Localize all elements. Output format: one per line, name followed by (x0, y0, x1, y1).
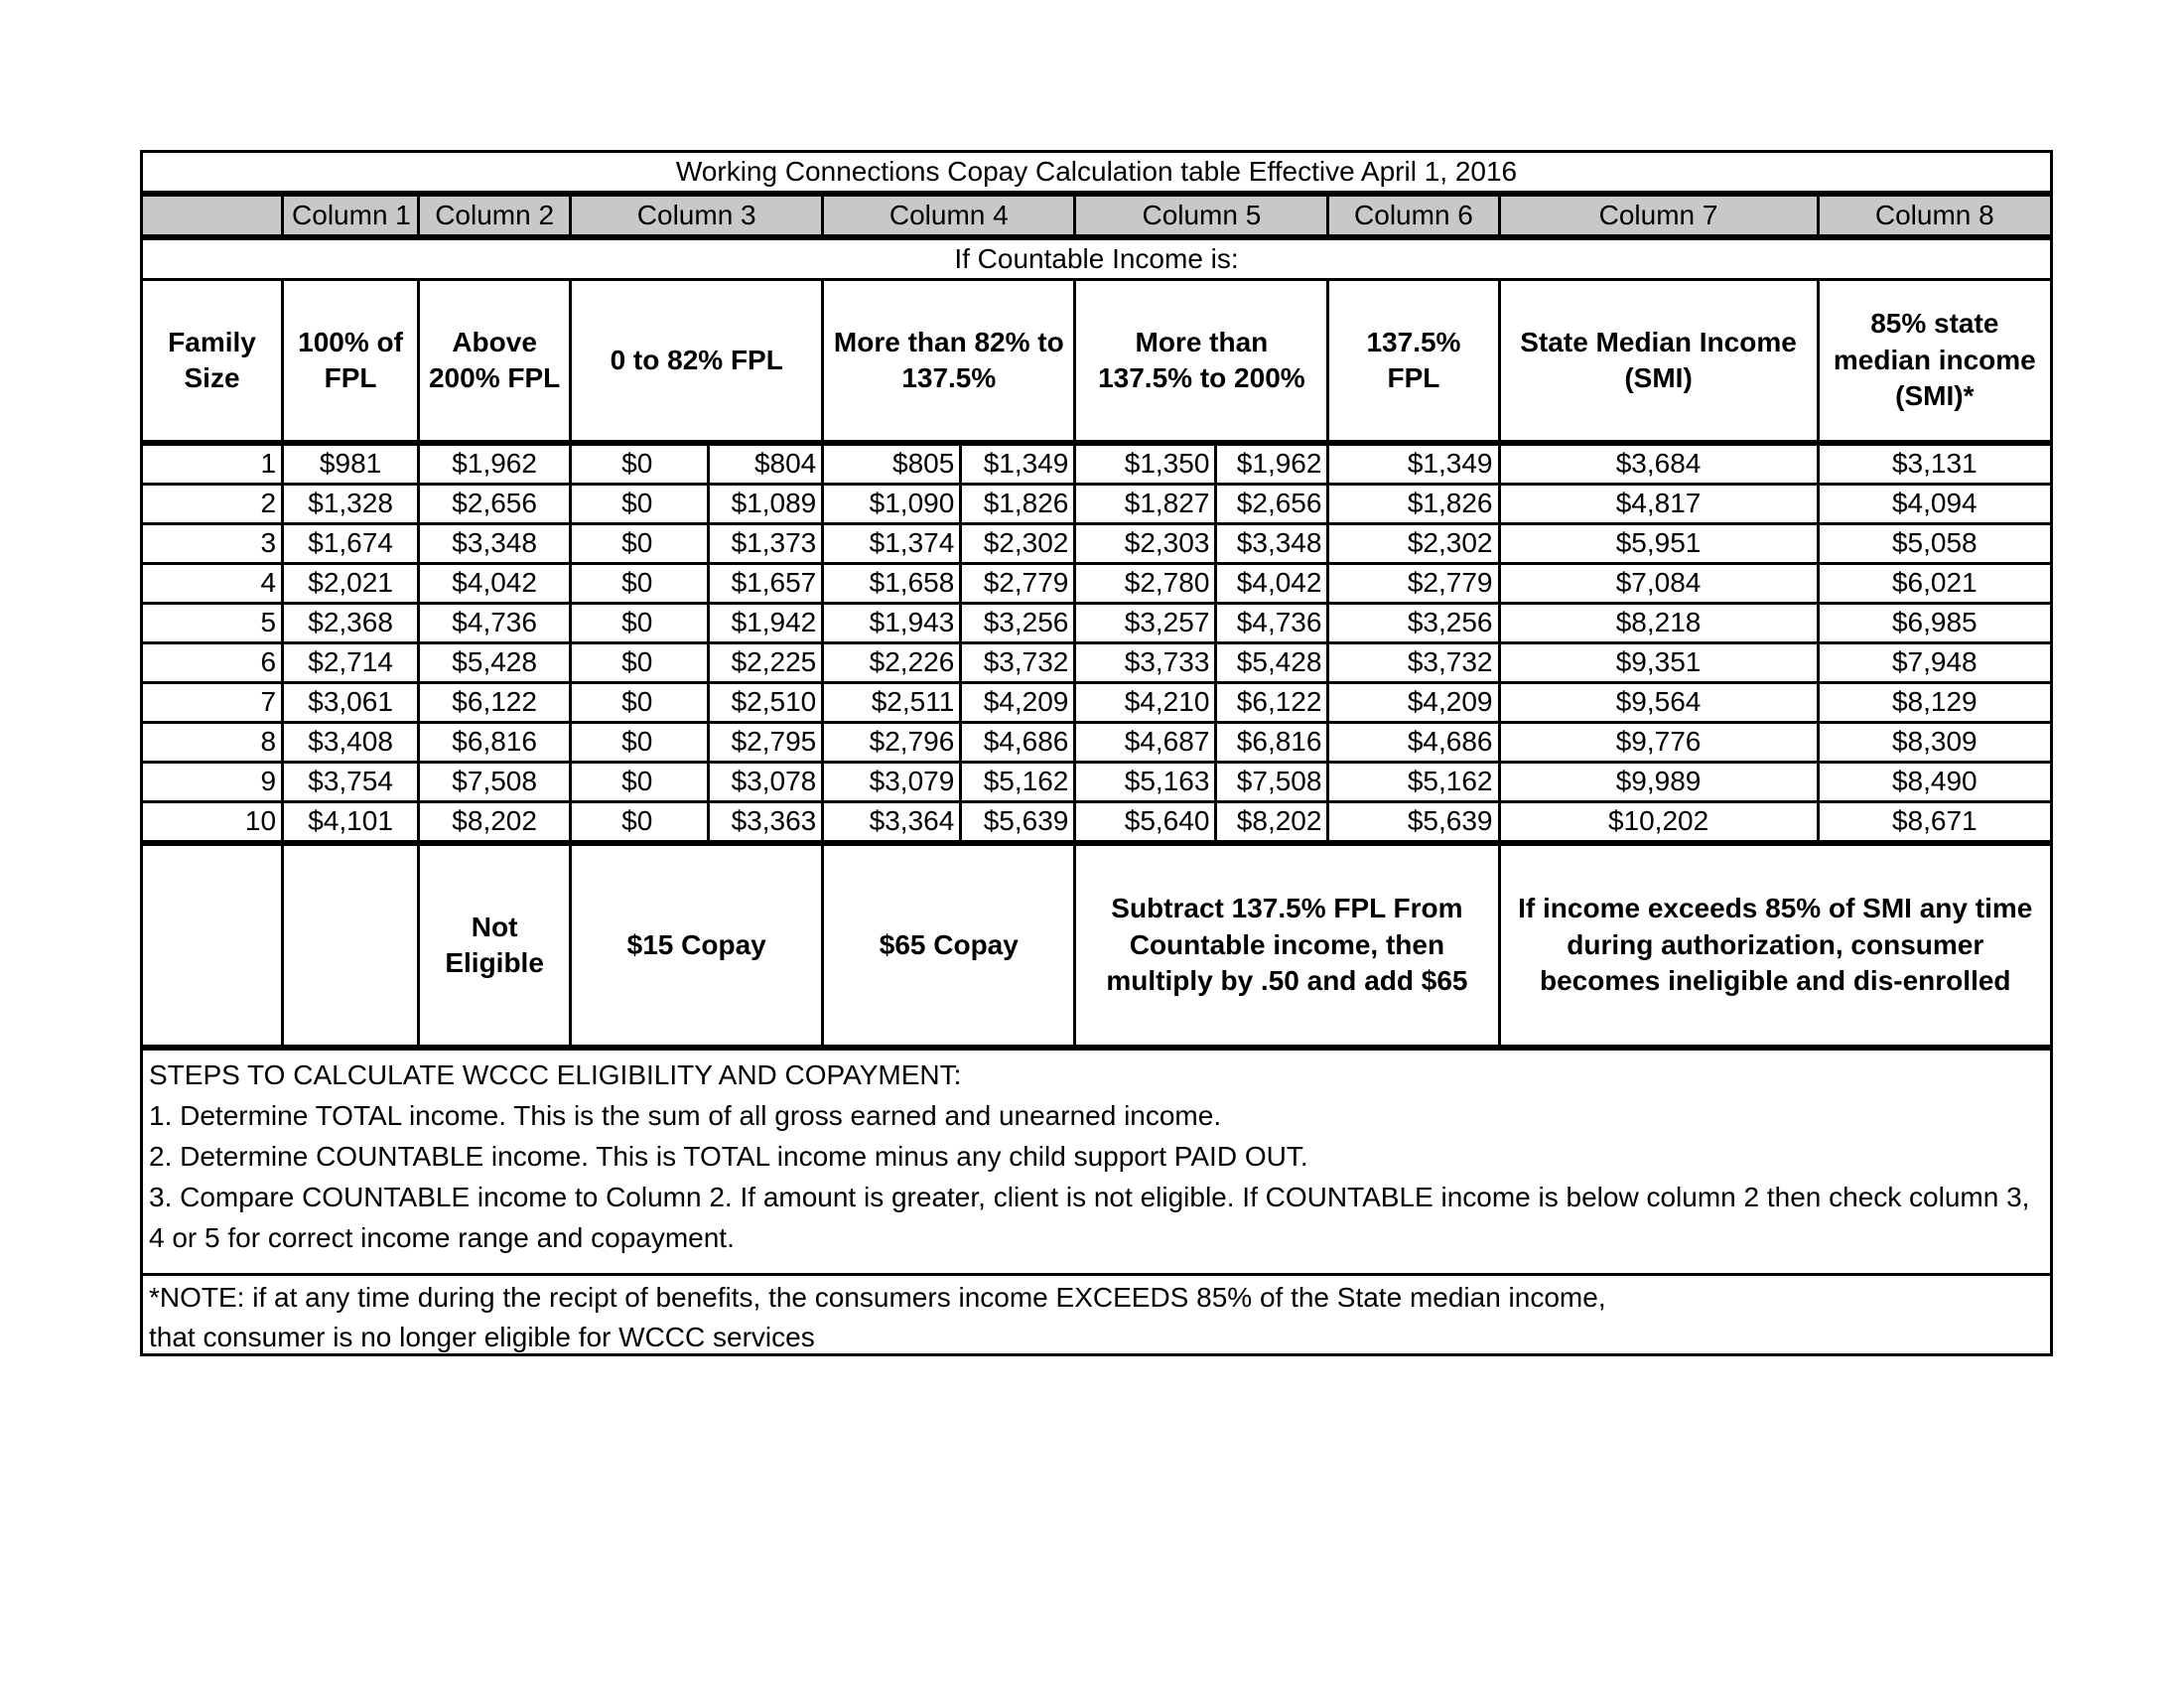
table-cell: $1,658 (823, 564, 961, 604)
table-cell: $5,951 (1499, 524, 1818, 564)
table-cell: $6,816 (1216, 723, 1328, 763)
table-cell: $1,349 (1328, 443, 1499, 485)
table-cell: $1,374 (823, 524, 961, 564)
family-size-cell: 9 (142, 763, 283, 802)
table-cell: $2,656 (419, 485, 571, 524)
table-cell: $9,776 (1499, 723, 1818, 763)
table-row (142, 524, 2052, 564)
table-cell: $981 (283, 443, 419, 485)
table-cell: $0 (571, 763, 709, 802)
table-cell: $6,021 (1818, 564, 2051, 604)
table-cell: $3,257 (1075, 604, 1216, 643)
table-cell: $6,985 (1818, 604, 2051, 643)
table-cell: $4,736 (1216, 604, 1328, 643)
table-cell: $1,657 (709, 564, 823, 604)
table-cell: $1,943 (823, 604, 961, 643)
family-size-cell: 10 (142, 802, 283, 844)
table-cell: $5,639 (961, 802, 1075, 844)
table-cell: $2,226 (823, 643, 961, 683)
table-cell: $805 (823, 443, 961, 485)
table-cell: $0 (571, 683, 709, 723)
table-cell: $2,795 (709, 723, 823, 763)
column-name-2: Column 2 (419, 194, 571, 237)
table-cell: $1,962 (419, 443, 571, 485)
table-cell: $7,948 (1818, 643, 2051, 683)
table-cell: $0 (571, 564, 709, 604)
table-cell: $4,042 (1216, 564, 1328, 604)
table-cell: $8,218 (1499, 604, 1818, 643)
column-name-6: Column 6 (1328, 194, 1499, 237)
table-cell: $5,428 (419, 643, 571, 683)
table-cell: $9,351 (1499, 643, 1818, 683)
header-column-3: 0 to 82% FPL (571, 280, 823, 444)
table-cell: $2,656 (1216, 485, 1328, 524)
outcome-family-size-blank (142, 843, 283, 1047)
family-size-cell: 8 (142, 723, 283, 763)
table-cell: $1,962 (1216, 443, 1328, 485)
table-cell: $4,210 (1075, 683, 1216, 723)
table-cell: $0 (571, 604, 709, 643)
table-cell: $1,826 (961, 485, 1075, 524)
table-cell: $1,942 (709, 604, 823, 643)
table-row (142, 802, 2052, 844)
table-row (142, 723, 2052, 763)
table-cell: $2,021 (283, 564, 419, 604)
family-size-cell: 2 (142, 485, 283, 524)
table-cell: $1,674 (283, 524, 419, 564)
table-cell: $2,303 (1075, 524, 1216, 564)
table-cell: $3,408 (283, 723, 419, 763)
column-name-7: Column 7 (1499, 194, 1818, 237)
header-column-7: State Median Income (SMI) (1499, 280, 1818, 444)
column-name-3: Column 3 (571, 194, 823, 237)
table-cell: $4,687 (1075, 723, 1216, 763)
column-name-4: Column 4 (823, 194, 1075, 237)
table-row (142, 683, 2052, 723)
header-column-2: Above 200% FPL (419, 280, 571, 444)
table-cell: $1,090 (823, 485, 961, 524)
table-cell: $1,826 (1328, 485, 1499, 524)
header-column-8: 85% state median income (SMI)* (1818, 280, 2051, 444)
table-cell: $5,163 (1075, 763, 1216, 802)
table-cell: $1,827 (1075, 485, 1216, 524)
table-cell: $8,671 (1818, 802, 2051, 844)
table-cell: $5,058 (1818, 524, 2051, 564)
table-cell: $6,122 (1216, 683, 1328, 723)
family-size-cell: 1 (142, 443, 283, 485)
header-column-6: 137.5% FPL (1328, 280, 1499, 444)
table-cell: $1,089 (709, 485, 823, 524)
outcome-smi-rule: If income exceeds 85% of SMI any time during authorization, consumer becomes ineligible and dis-enrolled (1499, 843, 2052, 1047)
table-cell: $804 (709, 443, 823, 485)
table-cell: $3,364 (823, 802, 961, 844)
table-cell: $2,714 (283, 643, 419, 683)
table-cell: $5,428 (1216, 643, 1328, 683)
table-cell: $3,256 (961, 604, 1075, 643)
table-cell: $0 (571, 485, 709, 524)
outcome-not-eligible: Not Eligible (419, 843, 571, 1047)
table-cell: $5,639 (1328, 802, 1499, 844)
table-cell: $0 (571, 723, 709, 763)
table-cell: $1,350 (1075, 443, 1216, 485)
note-section (140, 1273, 2053, 1356)
table-cell: $2,511 (823, 683, 961, 723)
table-cell: $3,079 (823, 763, 961, 802)
table-cell: $4,686 (961, 723, 1075, 763)
table-cell: $3,061 (283, 683, 419, 723)
family-size-cell: 7 (142, 683, 283, 723)
table-cell: $1,328 (283, 485, 419, 524)
outcome-65-copay: $65 Copay (823, 843, 1075, 1047)
table-cell: $2,780 (1075, 564, 1216, 604)
table-cell: $4,209 (1328, 683, 1499, 723)
table-cell: $8,202 (1216, 802, 1328, 844)
table-cell: $4,101 (283, 802, 419, 844)
table-cell: $4,094 (1818, 485, 2051, 524)
table-cell: $3,348 (1216, 524, 1328, 564)
header-column-5: More than 137.5% to 200% (1075, 280, 1328, 444)
table-title: Working Connections Copay Calculation table Effective April 1, 2016 (142, 152, 2052, 195)
outcome-15-copay: $15 Copay (571, 843, 823, 1047)
family-size-cell: 3 (142, 524, 283, 564)
header-family-size: Family Size (142, 280, 283, 444)
steps-heading: STEPS TO CALCULATE WCCC ELIGIBILITY AND COPAYMENT: (149, 1059, 962, 1090)
table-cell: $7,508 (1216, 763, 1328, 802)
table-cell: $1,373 (709, 524, 823, 564)
copay-table-sheet (140, 150, 2053, 1356)
column-name-8: Column 8 (1818, 194, 2051, 237)
outcome-column-1-blank (283, 843, 419, 1047)
table-cell: $2,779 (961, 564, 1075, 604)
table-cell: $3,754 (283, 763, 419, 802)
table-cell: $5,162 (1328, 763, 1499, 802)
family-size-cell: 4 (142, 564, 283, 604)
table-cell: $8,309 (1818, 723, 2051, 763)
income-label: If Countable Income is: (142, 237, 2052, 280)
table-cell: $5,162 (961, 763, 1075, 802)
table-cell: $4,042 (419, 564, 571, 604)
column-name-1: Column 1 (283, 194, 419, 237)
table-row (142, 443, 2052, 485)
table-cell: $3,131 (1818, 443, 2051, 485)
table-cell: $3,684 (1499, 443, 1818, 485)
table-cell: $2,796 (823, 723, 961, 763)
steps-section (140, 1045, 2053, 1276)
family-size-cell: 6 (142, 643, 283, 683)
table-row (142, 485, 2052, 524)
table-cell: $8,202 (419, 802, 571, 844)
outcome-formula: Subtract 137.5% FPL From Countable income, then multiply by .50 and add $65 (1075, 843, 1499, 1047)
step-3: 3. Compare COUNTABLE income to Column 2. If amount is greater, client is not eligible. If COUNTABLE income is below column 2 then check column 3, 4 or 5 for correct income range and copayment. (149, 1182, 2030, 1253)
table-row (142, 564, 2052, 604)
table-cell: $2,302 (1328, 524, 1499, 564)
copay-table (140, 150, 2053, 1048)
table-cell: $0 (571, 443, 709, 485)
step-1: 1. Determine TOTAL income. This is the sum of all gross earned and unearned income. (149, 1100, 1222, 1131)
table-cell: $4,817 (1499, 485, 1818, 524)
table-cell: $8,490 (1818, 763, 2051, 802)
note-line-1: *NOTE: if at any time during the recipt of benefits, the consumers income EXCEEDS 85% of the State median income, (149, 1282, 1606, 1313)
table-row (142, 604, 2052, 643)
table-cell: $2,779 (1328, 564, 1499, 604)
note-line-2: that consumer is no longer eligible for WCCC services (149, 1322, 815, 1352)
table-cell: $8,129 (1818, 683, 2051, 723)
table-cell: $6,122 (419, 683, 571, 723)
table-cell: $4,736 (419, 604, 571, 643)
table-cell: $3,733 (1075, 643, 1216, 683)
table-cell: $3,732 (1328, 643, 1499, 683)
table-cell: $2,225 (709, 643, 823, 683)
step-2: 2. Determine COUNTABLE income. This is TOTAL income minus any child support PAID OUT. (149, 1141, 1308, 1172)
table-cell: $2,368 (283, 604, 419, 643)
table-cell: $3,078 (709, 763, 823, 802)
header-column-1: 100% of FPL (283, 280, 419, 444)
table-cell: $0 (571, 524, 709, 564)
data-rows (142, 443, 2052, 843)
table-cell: $7,084 (1499, 564, 1818, 604)
table-row (142, 643, 2052, 683)
table-cell: $1,349 (961, 443, 1075, 485)
table-cell: $9,564 (1499, 683, 1818, 723)
table-cell: $3,256 (1328, 604, 1499, 643)
table-cell: $3,363 (709, 802, 823, 844)
table-cell: $9,989 (1499, 763, 1818, 802)
table-cell: $0 (571, 643, 709, 683)
table-cell: $5,640 (1075, 802, 1216, 844)
table-cell: $0 (571, 802, 709, 844)
family-size-cell: 5 (142, 604, 283, 643)
table-cell: $2,510 (709, 683, 823, 723)
table-cell: $4,686 (1328, 723, 1499, 763)
table-cell: $4,209 (961, 683, 1075, 723)
table-row (142, 763, 2052, 802)
column-name-blank (142, 194, 283, 237)
table-cell: $10,202 (1499, 802, 1818, 844)
table-cell: $3,348 (419, 524, 571, 564)
column-name-5: Column 5 (1075, 194, 1328, 237)
table-cell: $7,508 (419, 763, 571, 802)
header-column-4: More than 82% to 137.5% (823, 280, 1075, 444)
table-cell: $2,302 (961, 524, 1075, 564)
table-cell: $3,732 (961, 643, 1075, 683)
table-cell: $6,816 (419, 723, 571, 763)
